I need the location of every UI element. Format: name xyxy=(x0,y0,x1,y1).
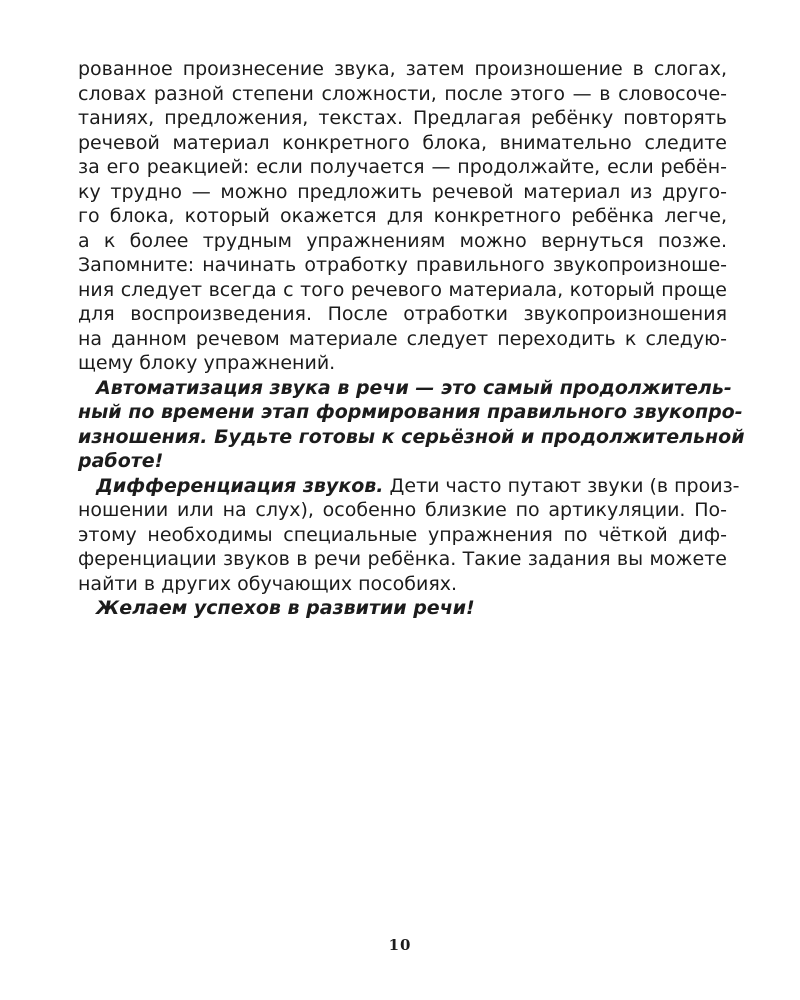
differentiation-first-line xyxy=(78,474,740,499)
body-line: Запомните: начинать отработку правильного звукопроизноше- xyxy=(78,254,727,276)
differentiation-first-line-text: Дети часто путают звуки (в произ- xyxy=(383,474,740,497)
body-line: речевой материал конкретного блока, внимательно следите xyxy=(78,131,727,154)
body-line: словах разной степени сложности, после этого — в словосоче- xyxy=(78,82,727,105)
body-line: ку трудно — можно предложить речевой материал из друго- xyxy=(78,180,727,203)
automation-line: Автоматизация звука в речи — это самый продолжитель- xyxy=(96,376,732,399)
differentiation-heading: Дифференциация звуков. xyxy=(96,474,384,497)
body-line: ния следует всегда с того речевого материала, который проще xyxy=(78,278,727,301)
body-line: го блока, который окажется для конкретного ребёнка легче, xyxy=(78,205,727,227)
body-line: за его реакцией: если получается — продолжайте, если ребён- xyxy=(78,156,727,178)
body-line: рованное произнесение звука, затем произношение в слогах, xyxy=(78,58,727,80)
body-line: для воспроизведения. После отработки звукопроизношения xyxy=(78,303,727,325)
body-line: на данном речевом материале следует переходить к следую- xyxy=(78,327,727,350)
differentiation-line: ношении или на слух), особенно близкие по артикуляции. По- xyxy=(78,499,727,521)
automation-line: ный по времени этап формирования правильного звукопро- xyxy=(78,401,743,423)
body-line: а к более трудным упражнениям можно вернуться позже. xyxy=(78,229,727,252)
text-block xyxy=(78,57,745,621)
automation-line: работе! xyxy=(78,450,164,472)
body-line: щему блоку упражнений. xyxy=(78,352,336,374)
differentiation-line: этому необходимы специальные упражнения по чёткой диф- xyxy=(78,523,727,546)
body-line: таниях, предложения, текстах. Предлагая ребёнку повторять xyxy=(78,107,727,129)
differentiation-line: ференциации звуков в речи ребёнка. Такие задания вы можете xyxy=(78,548,727,570)
closing-line: Желаем успехов в развитии речи! xyxy=(96,597,475,619)
automation-line: изношения. Будьте готовы к серьёзной и продолжительной xyxy=(78,425,745,448)
page-number: 10 xyxy=(388,936,412,954)
differentiation-line: найти в других обучающих пособиях. xyxy=(78,572,458,595)
